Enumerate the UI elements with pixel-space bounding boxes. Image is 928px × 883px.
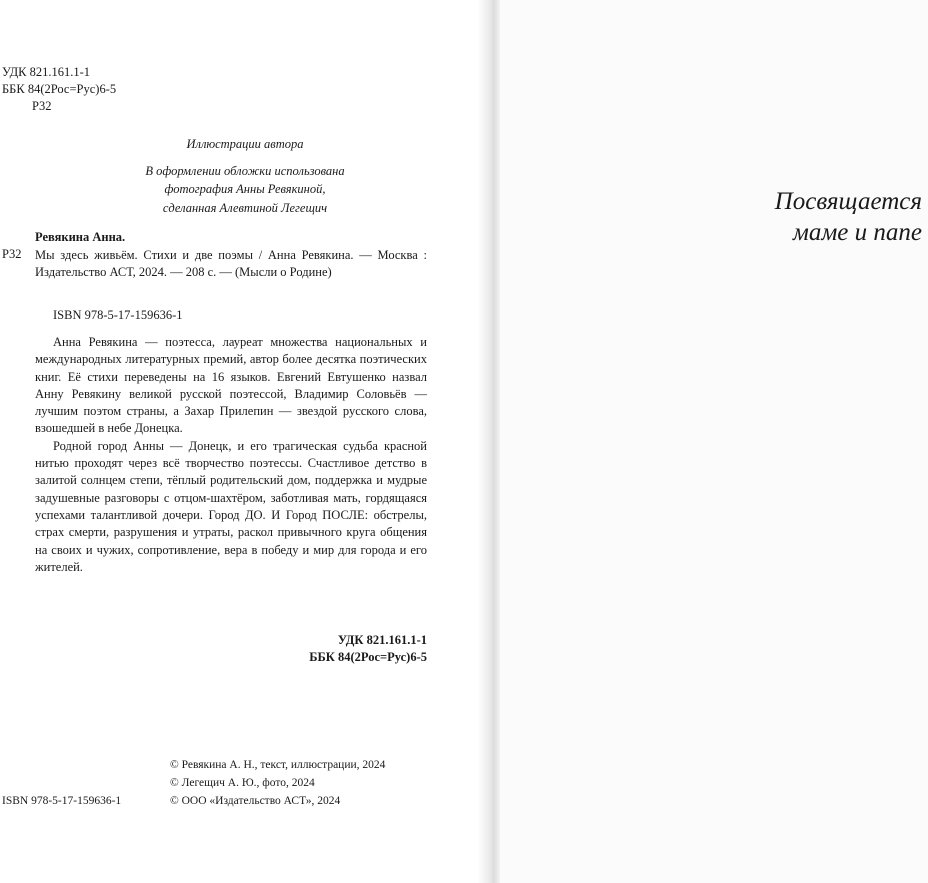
illustrations-note [60,135,430,217]
isbn-line: ISBN 978-5-17-159636-1 [53,308,183,322]
dedication-line: Посвящается [774,188,922,215]
cover-note-line: сделанная Алевтиной Легещич [162,200,328,215]
udk-classification-bottom [180,632,427,666]
annotation [35,334,427,576]
right-page [500,0,928,883]
annotation-paragraph: Анна Ревякина — поэтесса, лауреат множества национальных и международных литературных премий, автор более десятка поэтических книг. Её стихи переведены на 16 языков. Евгений Евтушенко назвал Анну Ревякину великой русской поэтессой, Владимир Соловьёв — лучшим поэтом страны, а Захар Прилепин — звездой русского слова, взошедшей в небе Донецка. [35,335,427,436]
bibliographic-record: Мы здесь живьём. Стихи и две поэмы / Анна Ревякина. — Москва : Издательство АСТ, 2024. — 208 с. — (Мысли о Родине) [35,248,427,279]
copyright-line: © Легещич А. Ю., фото, 2024 [170,777,315,789]
illustrations-credit: Иллюстрации автора [186,137,304,151]
copyright-line: © ООО «Издательство АСТ», 2024 [170,795,341,807]
udk-code: УДК 821.161.1-1 [337,633,427,647]
annotation-paragraph: Родной город Анны — Донецк, и его трагическая судьба красной нитью проходят через всё творчество поэтессы. Счастливое детство в залитой солнцем степи, тёплый родительский дом, поддержка и мудрые задушевные разговоры с отцом-шахтёром, заботливая мать, гордящаяся успехами талантливой дочери. Город ДО. И Город ПОСЛЕ: обстрелы, страх смерти, разрушения и утраты, раскол привычного круга общения на своих и чужих, сопротивление, вера в победу и мир для города и его жителей. [35,438,427,574]
copyright-block [170,756,385,810]
bbk-code: ББК 84(2Рос=Рус)6-5 [309,650,427,664]
book-gutter [478,0,500,883]
author-mark: Р32 [32,99,52,113]
bbk-code: ББК 84(2Рос=Рус)6-5 [2,82,117,96]
author-heading: Ревякина Анна. [35,230,126,244]
udk-classification-top [2,64,116,115]
dedication [622,186,922,248]
dedication-line: маме и папе [792,219,922,246]
udk-code: УДК 821.161.1-1 [2,65,90,79]
isbn-bottom: ISBN 978-5-17-159636-1 [2,795,122,807]
cover-note-line: фотография Анны Ревякиной, [164,182,326,196]
copyright-line: © Ревякина А. Н., текст, иллюстрации, 2024 [170,759,386,771]
catalog-code: Р32 [2,247,22,261]
cover-note-line: В оформлении обложки использована [145,163,345,178]
